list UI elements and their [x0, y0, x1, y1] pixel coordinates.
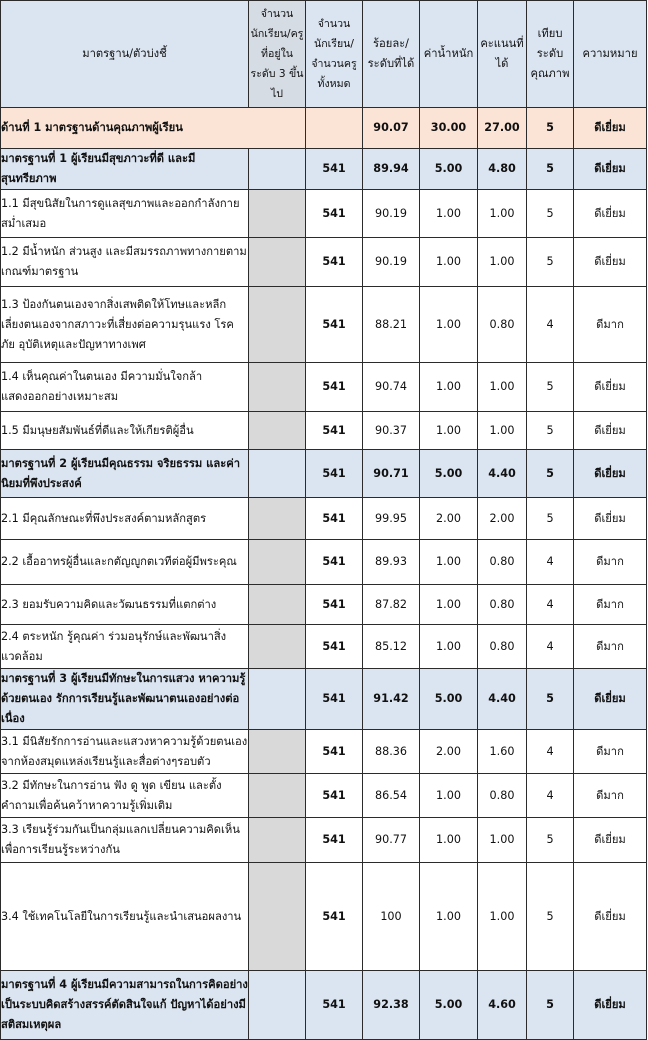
header-compare-level: เทียบระดับคุณภาพ — [527, 1, 574, 108]
quality-level: 4 — [527, 287, 574, 363]
percent-value: 89.94 — [363, 149, 420, 190]
row-label: ด้านที่ 1 มาตรฐานด้านคุณภาพผู้เรียน — [1, 108, 306, 149]
meaning-value: ดีเยี่ยม — [574, 108, 647, 149]
quality-level: 5 — [527, 669, 574, 730]
quality-level: 5 — [527, 412, 574, 450]
level3-cell — [249, 774, 306, 818]
percent-value: 92.38 — [363, 971, 420, 1040]
weight-value: 5.00 — [420, 450, 478, 498]
quality-level: 5 — [527, 450, 574, 498]
standard-row — [1, 450, 647, 498]
row-label: มาตรฐานที่ 3 ผู้เรียนมีทักษะในการแสวง หาความรู้ด้วยตนเอง รักการเรียนรู้และพัฒนาตนเองอย่างต่อเนื่อง — [1, 669, 249, 730]
score-value: 1.00 — [478, 238, 527, 287]
meaning-value: ดีเยี่ยม — [574, 863, 647, 971]
aspect-row — [1, 108, 647, 149]
meaning-value: ดีเยี่ยม — [574, 498, 647, 540]
indicator-row — [1, 238, 647, 287]
score-value: 2.00 — [478, 498, 527, 540]
row-label: 2.3 ยอมรับความคิดและวัฒนธรรมที่แตกต่าง — [1, 585, 249, 625]
meaning-value: ดีมาก — [574, 540, 647, 585]
meaning-value: ดีเยี่ยม — [574, 363, 647, 412]
quality-level: 5 — [527, 108, 574, 149]
level3-cell — [249, 625, 306, 669]
total-students: 541 — [306, 540, 363, 585]
quality-level: 4 — [527, 585, 574, 625]
row-label: 2.2 เอื้ออาทรผู้อื่นและกตัญญูกตเวทีต่อผู้มีพระคุณ — [1, 540, 249, 585]
meaning-value: ดีมาก — [574, 287, 647, 363]
weight-value: 1.00 — [420, 818, 478, 863]
quality-level: 5 — [527, 363, 574, 412]
weight-value: 5.00 — [420, 971, 478, 1040]
quality-level: 4 — [527, 625, 574, 669]
quality-level: 4 — [527, 730, 574, 774]
total-students: 541 — [306, 149, 363, 190]
level3-cell — [249, 669, 306, 730]
weight-value: 2.00 — [420, 730, 478, 774]
indicator-row — [1, 287, 647, 363]
score-value: 0.80 — [478, 585, 527, 625]
level3-cell — [249, 730, 306, 774]
percent-value: 90.19 — [363, 190, 420, 238]
weight-value: 1.00 — [420, 863, 478, 971]
meaning-value: ดีเยี่ยม — [574, 669, 647, 730]
level3-cell — [249, 149, 306, 190]
percent-value: 99.95 — [363, 498, 420, 540]
weight-value: 1.00 — [420, 412, 478, 450]
row-label: 3.1 มีนิสัยรักการอ่านและแสวงหาความรู้ด้วยตนเองจากห้องสมุดแหล่งเรียนรู้และสื่อต่างๆรอบตัว — [1, 730, 249, 774]
indicator-row — [1, 412, 647, 450]
quality-level: 5 — [527, 238, 574, 287]
level3-cell — [249, 863, 306, 971]
total-students: 541 — [306, 585, 363, 625]
weight-value: 30.00 — [420, 108, 478, 149]
row-label: 3.4 ใช้เทคโนโลยีในการเรียนรู้และนำเสนอผลงาน — [1, 863, 249, 971]
percent-value: 90.07 — [363, 108, 420, 149]
weight-value: 1.00 — [420, 238, 478, 287]
percent-value: 90.19 — [363, 238, 420, 287]
header-weight: ค่าน้ำหนัก — [420, 1, 478, 108]
total-students: 541 — [306, 412, 363, 450]
level3-cell — [249, 540, 306, 585]
total-students: 541 — [306, 863, 363, 971]
percent-value: 90.74 — [363, 363, 420, 412]
level3-cell — [249, 585, 306, 625]
row-label: 1.2 มีน้ำหนัก ส่วนสูง และมีสมรรถภาพทางกายตามเกณฑ์มาตรฐาน — [1, 238, 249, 287]
level3-cell — [249, 450, 306, 498]
row-label: มาตรฐานที่ 1 ผู้เรียนมีสุขภาวะที่ดี และมีสุนทรียภาพ — [1, 149, 249, 190]
meaning-value: ดีเยี่ยม — [574, 149, 647, 190]
total-students: 541 — [306, 669, 363, 730]
level3-cell — [249, 363, 306, 412]
total-students: 541 — [306, 190, 363, 238]
indicator-row — [1, 818, 647, 863]
quality-level: 5 — [527, 149, 574, 190]
score-value: 1.00 — [478, 190, 527, 238]
score-value: 4.40 — [478, 450, 527, 498]
indicator-row — [1, 190, 647, 238]
weight-value: 5.00 — [420, 669, 478, 730]
total-students: 541 — [306, 450, 363, 498]
percent-value: 90.77 — [363, 818, 420, 863]
header-meaning: ความหมาย — [574, 1, 647, 108]
percent-value: 85.12 — [363, 625, 420, 669]
meaning-value: ดีมาก — [574, 625, 647, 669]
total-students: 541 — [306, 498, 363, 540]
row-label: 3.3 เรียนรู้ร่วมกันเป็นกลุ่มแลกเปลี่ยนความคิดเห็นเพื่อการเรียนรู้ระหว่างกัน — [1, 818, 249, 863]
score-value: 4.60 — [478, 971, 527, 1040]
total-students: 541 — [306, 971, 363, 1040]
weight-value: 5.00 — [420, 149, 478, 190]
percent-value: 89.93 — [363, 540, 420, 585]
row-label: 1.1 มีสุขนิสัยในการดูแลสุขภาพและออกกำลังกายสม่ำเสมอ — [1, 190, 249, 238]
meaning-value: ดีเยี่ยม — [574, 238, 647, 287]
quality-level: 4 — [527, 540, 574, 585]
score-value: 0.80 — [478, 625, 527, 669]
score-value: 4.80 — [478, 149, 527, 190]
standard-row — [1, 669, 647, 730]
percent-value: 100 — [363, 863, 420, 971]
weight-value: 1.00 — [420, 625, 478, 669]
meaning-value: ดีมาก — [574, 730, 647, 774]
header-score: คะแนนที่ได้ — [478, 1, 527, 108]
row-label: มาตรฐานที่ 2 ผู้เรียนมีคุณธรรม จริยธรรม และค่านิยมที่พึงประสงค์ — [1, 450, 249, 498]
percent-value: 91.42 — [363, 669, 420, 730]
score-value: 1.00 — [478, 818, 527, 863]
standard-row — [1, 149, 647, 190]
total-students — [306, 108, 363, 149]
row-label: มาตรฐานที่ 4 ผู้เรียนมีความสามารถในการคิดอย่างเป็นระบบคิดสร้างสรรค์ตัดสินใจแก้ ปัญหาได้อย่างมีสติสมเหตุผล — [1, 971, 249, 1040]
level3-cell — [249, 818, 306, 863]
score-value: 1.00 — [478, 363, 527, 412]
score-value: 27.00 — [478, 108, 527, 149]
percent-value: 90.71 — [363, 450, 420, 498]
score-value: 0.80 — [478, 540, 527, 585]
indicator-row — [1, 540, 647, 585]
row-label: 1.5 มีมนุษยสัมพันธ์ที่ดีและให้เกียรติผู้อื่น — [1, 412, 249, 450]
header-students-total: จำนวนนักเรียน/จำนวนครูทั้งหมด — [306, 1, 363, 108]
row-label: 2.1 มีคุณลักษณะที่พึงประสงค์ตามหลักสูตร — [1, 498, 249, 540]
meaning-value: ดีเยี่ยม — [574, 818, 647, 863]
header-students-level3: จำนวนนักเรียน/ครูที่อยู่ในระดับ 3 ขึ้นไป — [249, 1, 306, 108]
score-value: 0.80 — [478, 774, 527, 818]
weight-value: 1.00 — [420, 363, 478, 412]
indicator-row — [1, 498, 647, 540]
score-value: 1.60 — [478, 730, 527, 774]
total-students: 541 — [306, 625, 363, 669]
header-indicator: มาตรฐาน/ตัวบ่งชี้ — [1, 1, 249, 108]
total-students: 541 — [306, 818, 363, 863]
percent-value: 88.21 — [363, 287, 420, 363]
weight-value: 1.00 — [420, 540, 478, 585]
meaning-value: ดีเยี่ยม — [574, 412, 647, 450]
level3-cell — [249, 287, 306, 363]
indicator-row — [1, 730, 647, 774]
percent-value: 87.82 — [363, 585, 420, 625]
indicator-row — [1, 774, 647, 818]
weight-value: 1.00 — [420, 190, 478, 238]
meaning-value: ดีเยี่ยม — [574, 450, 647, 498]
total-students: 541 — [306, 363, 363, 412]
total-students: 541 — [306, 238, 363, 287]
percent-value: 86.54 — [363, 774, 420, 818]
percent-value: 90.37 — [363, 412, 420, 450]
quality-level: 5 — [527, 498, 574, 540]
total-students: 541 — [306, 774, 363, 818]
indicator-row — [1, 863, 647, 971]
row-label: 3.2 มีทักษะในการอ่าน ฟัง ดู พูด เขียน และตั้งคำถามเพื่อค้นคว้าหาความรู้เพิ่มเติม — [1, 774, 249, 818]
total-students: 541 — [306, 287, 363, 363]
level3-cell — [249, 190, 306, 238]
row-label: 2.4 ตระหนัก รู้คุณค่า ร่วมอนุรักษ์และพัฒนาสิ่งแวดล้อม — [1, 625, 249, 669]
score-value: 0.80 — [478, 287, 527, 363]
indicator-row — [1, 585, 647, 625]
score-value: 4.40 — [478, 669, 527, 730]
weight-value: 2.00 — [420, 498, 478, 540]
indicator-row — [1, 625, 647, 669]
meaning-value: ดีเยี่ยม — [574, 971, 647, 1040]
header-percent: ร้อยละ/ระดับที่ได้ — [363, 1, 420, 108]
meaning-value: ดีมาก — [574, 585, 647, 625]
row-label: 1.4 เห็นคุณค่าในตนเอง มีความมั่นใจกล้าแสดงออกอย่างเหมาะสม — [1, 363, 249, 412]
percent-value: 88.36 — [363, 730, 420, 774]
meaning-value: ดีเยี่ยม — [574, 190, 647, 238]
weight-value: 1.00 — [420, 287, 478, 363]
level3-cell — [249, 412, 306, 450]
row-label: 1.3 ป้องกันตนเองจากสิ่งเสพติดให้โทษและหลีกเลี่ยงตนเองจากสภาวะที่เสี่ยงต่อความรุนแรง โรค ภัย อุบัติเหตุและปัญหาทางเพศ — [1, 287, 249, 363]
quality-level: 4 — [527, 774, 574, 818]
score-value: 1.00 — [478, 412, 527, 450]
score-value: 1.00 — [478, 863, 527, 971]
indicator-row — [1, 363, 647, 412]
header-row — [1, 1, 647, 108]
quality-level: 5 — [527, 863, 574, 971]
weight-value: 1.00 — [420, 585, 478, 625]
level3-cell — [249, 238, 306, 287]
quality-level: 5 — [527, 818, 574, 863]
meaning-value: ดีมาก — [574, 774, 647, 818]
level3-cell — [249, 498, 306, 540]
total-students: 541 — [306, 730, 363, 774]
quality-level: 5 — [527, 971, 574, 1040]
quality-level: 5 — [527, 190, 574, 238]
weight-value: 1.00 — [420, 774, 478, 818]
